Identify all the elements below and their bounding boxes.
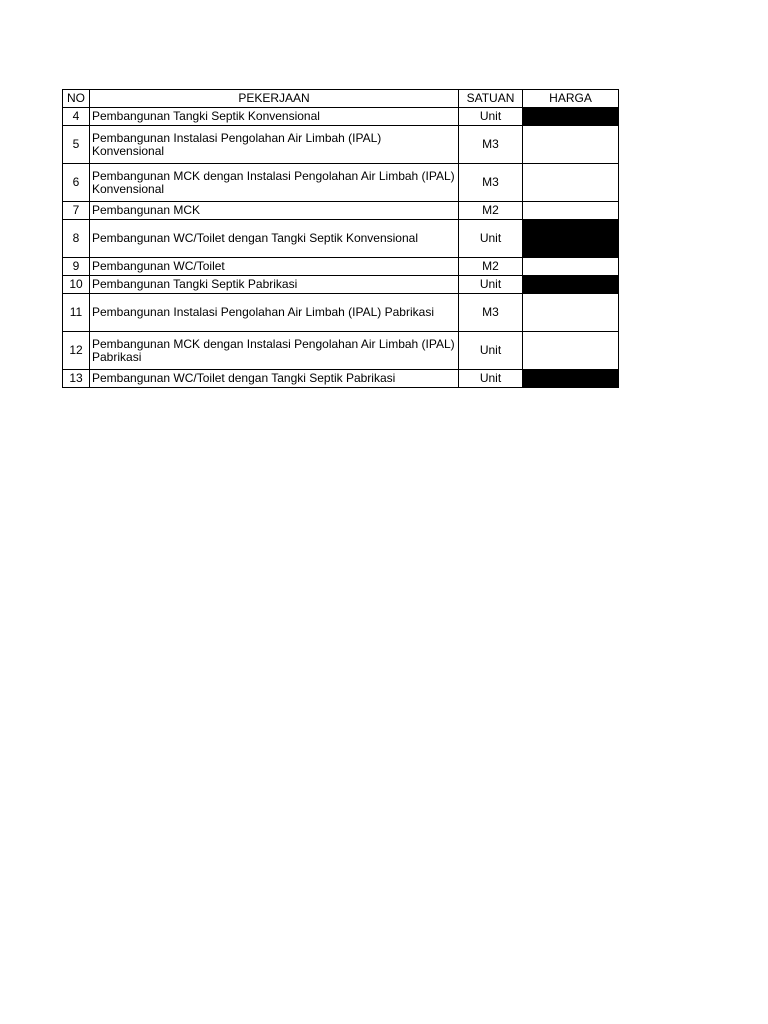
row-number: 4	[63, 108, 90, 126]
row-number: 11	[63, 294, 90, 332]
row-satuan: Unit	[459, 332, 523, 370]
row-satuan: Unit	[459, 276, 523, 294]
row-number: 6	[63, 164, 90, 202]
header-harga: HARGA	[523, 90, 619, 108]
row-number: 13	[63, 370, 90, 388]
row-pekerjaan: Pembangunan WC/Toilet dengan Tangki Septik Pabrikasi	[90, 370, 459, 388]
row-pekerjaan: Pembangunan WC/Toilet	[90, 258, 459, 276]
row-harga	[523, 202, 619, 220]
row-pekerjaan: Pembangunan MCK dengan Instalasi Pengolahan Air Limbah (IPAL) Pabrikasi	[90, 332, 459, 370]
row-satuan: M3	[459, 126, 523, 164]
row-satuan: Unit	[459, 108, 523, 126]
row-satuan: M2	[459, 258, 523, 276]
row-number: 10	[63, 276, 90, 294]
row-number: 12	[63, 332, 90, 370]
row-satuan: Unit	[459, 220, 523, 258]
row-satuan: M3	[459, 294, 523, 332]
table-row	[63, 164, 619, 202]
price-table	[62, 89, 619, 388]
row-harga-redacted	[523, 276, 619, 294]
row-number: 5	[63, 126, 90, 164]
row-pekerjaan: Pembangunan Instalasi Pengolahan Air Limbah (IPAL) Pabrikasi	[90, 294, 459, 332]
row-number: 7	[63, 202, 90, 220]
row-harga	[523, 258, 619, 276]
row-pekerjaan: Pembangunan WC/Toilet dengan Tangki Septik Konvensional	[90, 220, 459, 258]
row-harga-redacted	[523, 220, 619, 258]
row-number: 8	[63, 220, 90, 258]
table-row	[63, 220, 619, 258]
row-number: 9	[63, 258, 90, 276]
row-satuan: M2	[459, 202, 523, 220]
row-harga	[523, 294, 619, 332]
table-row	[63, 202, 619, 220]
table-row	[63, 332, 619, 370]
row-harga-redacted	[523, 370, 619, 388]
row-pekerjaan: Pembangunan Tangki Septik Konvensional	[90, 108, 459, 126]
row-harga	[523, 126, 619, 164]
row-harga	[523, 332, 619, 370]
table-row	[63, 126, 619, 164]
table-row	[63, 294, 619, 332]
row-pekerjaan: Pembangunan Tangki Septik Pabrikasi	[90, 276, 459, 294]
row-pekerjaan: Pembangunan Instalasi Pengolahan Air Limbah (IPAL) Konvensional	[90, 126, 459, 164]
row-harga	[523, 164, 619, 202]
table-row	[63, 370, 619, 388]
row-pekerjaan: Pembangunan MCK dengan Instalasi Pengolahan Air Limbah (IPAL) Konvensional	[90, 164, 459, 202]
header-satuan: SATUAN	[459, 90, 523, 108]
row-harga-redacted	[523, 108, 619, 126]
row-satuan: Unit	[459, 370, 523, 388]
header-pekerjaan: PEKERJAAN	[90, 90, 459, 108]
row-pekerjaan: Pembangunan MCK	[90, 202, 459, 220]
header-row	[63, 90, 619, 108]
row-satuan: M3	[459, 164, 523, 202]
table-row	[63, 276, 619, 294]
header-no: NO	[63, 90, 90, 108]
table-row	[63, 108, 619, 126]
table-row	[63, 258, 619, 276]
